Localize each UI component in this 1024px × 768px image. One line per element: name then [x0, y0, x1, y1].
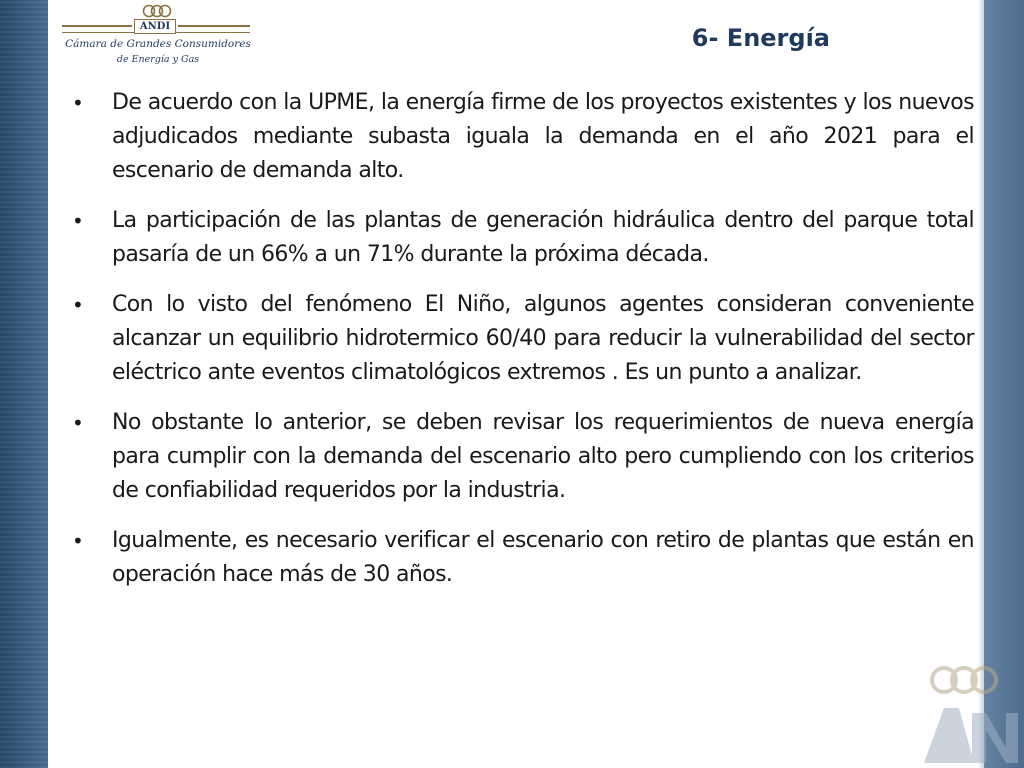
right-decorative-band	[978, 0, 1024, 768]
bullet-marker: •	[72, 91, 84, 115]
bullet-marker: •	[72, 293, 84, 317]
andi-rings-logo-icon	[142, 4, 172, 18]
bullet-list	[62, 86, 974, 608]
logo-wordmark: ANDI	[134, 19, 176, 34]
bullet-item	[62, 406, 974, 508]
logo-subtitle-line1: Cámara de Grandes Consumidores	[65, 38, 251, 50]
bullet-item	[62, 204, 974, 272]
bullet-text: La participación de las plantas de generación hidráulica dentro del parque total pasaría de un 66% a un 71% durante la próxima década.	[112, 208, 974, 267]
bullet-text: No obstante lo anterior, se deben revisar los requerimientos de nueva energía para cumplir con la demanda del escenario alto pero cumpliendo con los criterios de confiabilidad requeridos por la industria.	[112, 410, 974, 503]
bullet-marker: •	[72, 411, 84, 435]
logo-divider-right	[178, 25, 250, 27]
bullet-item	[62, 288, 974, 390]
slide-title: 6- Energía	[691, 24, 830, 52]
bullet-text: Igualmente, es necesario verificar el escenario con retiro de plantas que están en operación hace más de 30 años.	[112, 528, 974, 587]
logo-divider-left	[62, 25, 132, 27]
left-decorative-band	[0, 0, 48, 768]
andi-watermark-logo-icon	[914, 658, 1024, 768]
andi-logo	[58, 2, 258, 68]
logo-subtitle-line2: de Energía y Gas	[116, 54, 200, 65]
bullet-item	[62, 524, 974, 592]
bullet-text: Con lo visto del fenómeno El Niño, algunos agentes consideran conveniente alcanzar un equilibrio hidrotermico 60/40 para reducir la vulnerabilidad del sector eléctrico ante eventos climatológicos extremos . Es un punto a analizar.	[112, 292, 974, 385]
bullet-item	[62, 86, 974, 188]
bullet-marker: •	[72, 529, 84, 553]
bullet-marker: •	[72, 209, 84, 233]
bullet-text: De acuerdo con la UPME, la energía firme de los proyectos existentes y los nuevos adjudicados mediante subasta iguala la demanda en el año 2021 para el escenario de demanda alto.	[112, 90, 974, 183]
